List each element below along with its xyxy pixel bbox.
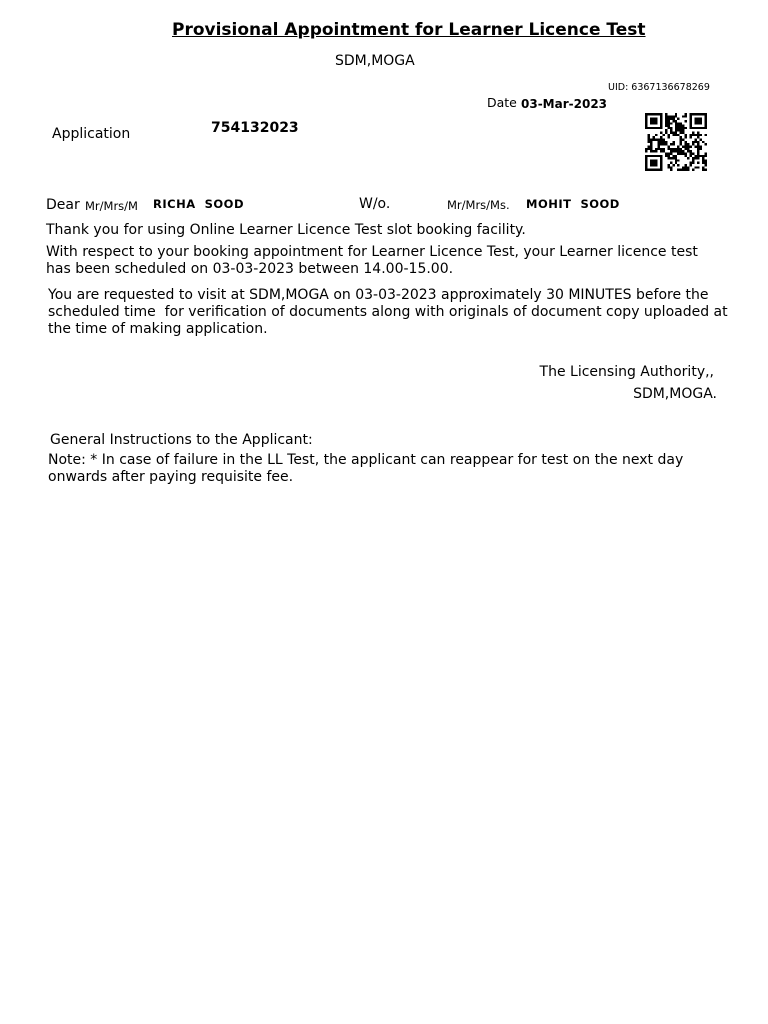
relation-name: MOHIT SOOD [526,197,620,211]
authority-office: SDM,MOGA. [633,386,717,402]
issuing-office: SDM,MOGA [335,53,415,69]
application-number: 754132023 [211,120,299,136]
relation-salutation: Mr/Mrs/Ms. [447,198,510,212]
applicant-salutation: Mr/Mrs/M [85,199,138,213]
applicant-name: RICHA SOOD [153,197,244,211]
qr-code [645,113,707,171]
thank-you-text: Thank you for using Online Learner Licence Test slot booking facility. [46,222,526,238]
application-label: Application [52,126,131,142]
date-label: Date [487,95,517,110]
document-title: Provisional Appointment for Learner Licence Test [172,20,646,40]
instructions-heading: General Instructions to the Applicant: [50,432,313,448]
visit-instructions-text: You are requested to visit at SDM,MOGA on 03-03-2023 approximately 30 MINUTES before the scheduled time for verification of documents along with originals of document copy uploaded at the time of making application. [48,287,733,337]
greeting: Dear [46,197,80,213]
licensing-authority: The Licensing Authority,, [539,364,714,380]
date-value: 03-Mar-2023 [521,97,608,111]
instructions-note: Note: * In case of failure in the LL Test, the applicant can reappear for test on the next day onwards after paying requisite fee. [48,452,684,485]
relation-label: W/o. [359,196,391,212]
schedule-text: With respect to your booking appointment for Learner Licence Test, your Learner licence test has been scheduled on 03-03-2023 between 14.00-15.00. [46,244,698,277]
uid-number: UID: 6367136678269 [608,82,710,93]
